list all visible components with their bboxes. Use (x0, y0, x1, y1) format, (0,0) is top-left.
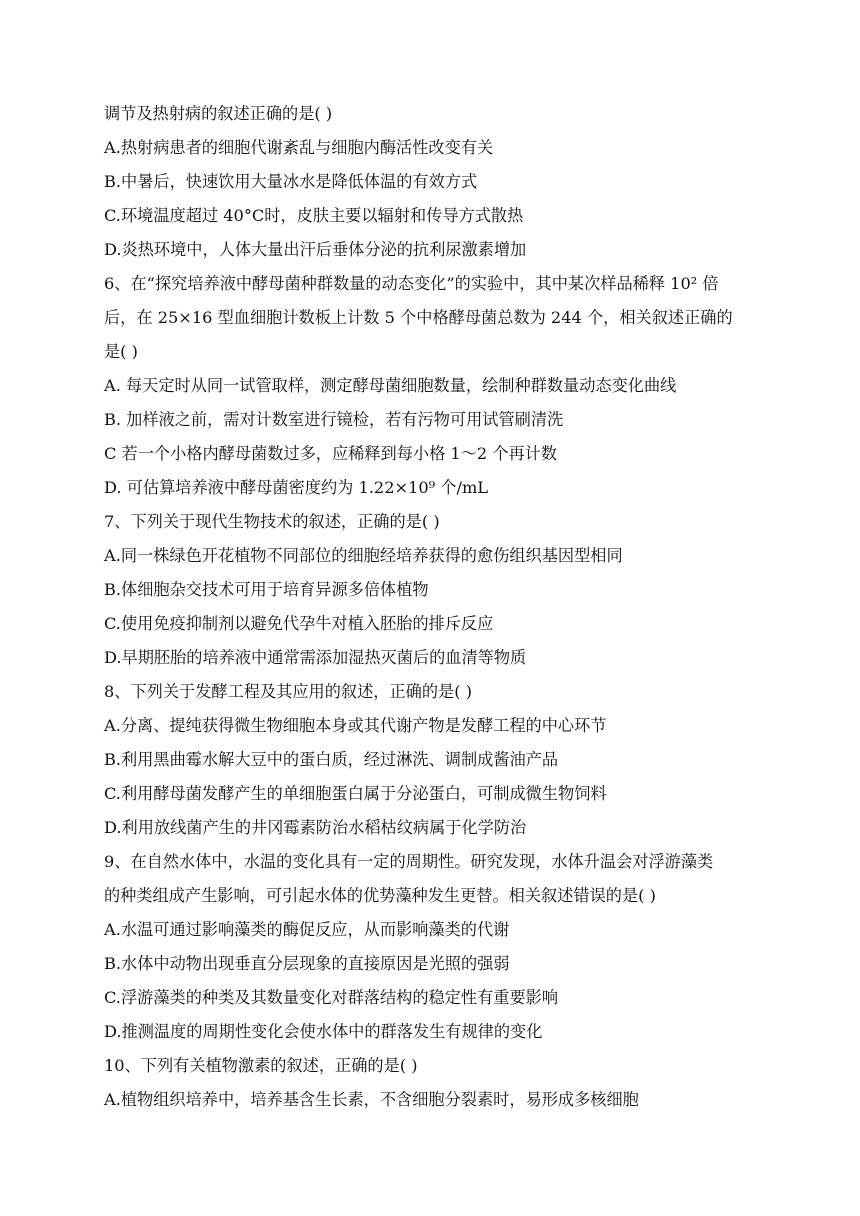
question-8-option-b: B.利用黑曲霉水解大豆中的蛋白质，经过淋洗、调制成酱油产品 (104, 750, 559, 769)
question-5-option-d: D.炎热环境中，人体大量出汗后垂体分泌的抗利尿激素增加 (104, 240, 527, 259)
question-9-option-d: D.推测温度的周期性变化会使水体中的群落发生有规律的变化 (104, 1022, 543, 1041)
question-5-option-c: C.环境温度超过 40°C时，皮肤主要以辐射和传导方式散热 (104, 206, 524, 225)
question-6-stem-line-3: 是( ) (104, 342, 138, 361)
question-6-option-c: C 若一个小格内酵母菌数过多，应稀释到每小格 1～2 个再计数 (104, 444, 558, 463)
question-9-stem-line-2: 的种类组成产生影响，可引起水体的优势藻种发生更替。相关叙述错误的是( ) (104, 886, 656, 905)
question-7-option-c: C.使用免疫抑制剂以避免代孕牛对植入胚胎的排斥反应 (104, 614, 494, 633)
question-7-option-a: A.同一株绿色开花植物不同部位的细胞经培养获得的愈伤组织基因型相同 (104, 546, 623, 565)
question-9-option-a: A.水温可通过影响藻类的酶促反应，从而影响藻类的代谢 (104, 920, 510, 939)
question-9-option-c: C.浮游藻类的种类及其数量变化对群落结构的稳定性有重要影响 (104, 988, 559, 1007)
question-6-option-b: B. 加样液之前，需对计数室进行镜检，若有污物可用试管刷清洗 (104, 410, 564, 429)
question-7-option-b: B.体细胞杂交技术可用于培育异源多倍体植物 (104, 580, 429, 599)
question-6-option-d: D. 可估算培养液中酵母菌密度约为 1.22×10⁹ 个/mL (104, 478, 489, 497)
question-9-option-b: B.水体中动物出现垂直分层现象的直接原因是光照的强弱 (104, 954, 510, 973)
question-8-option-c: C.利用酵母菌发酵产生的单细胞蛋白属于分泌蛋白，可制成微生物饲料 (104, 784, 607, 803)
question-10-stem: 10、下列有关植物激素的叙述，正确的是( ) (104, 1056, 418, 1075)
question-8-option-a: A.分离、提纯获得微生物细胞本身或其代谢产物是发酵工程的中心环节 (104, 716, 607, 735)
question-5-option-a: A.热射病患者的细胞代谢紊乱与细胞内酶活性改变有关 (104, 138, 494, 157)
question-5-option-b: B.中暑后，快速饮用大量冰水是降低体温的有效方式 (104, 172, 478, 191)
question-6-option-a: A. 每天定时从同一试管取样，测定酵母菌细胞数量，绘制种群数量动态变化曲线 (104, 376, 677, 395)
question-6-stem-line-2: 后，在 25×16 型血细胞计数板上计数 5 个中格酵母菌总数为 244 个，相关叙述正确的 (104, 308, 733, 327)
question-8-option-d: D.利用放线菌产生的井冈霉素防治水稻枯纹病属于化学防治 (104, 818, 527, 837)
question-7-option-d: D.早期胚胎的培养液中通常需添加湿热灭菌后的血清等物质 (104, 648, 527, 667)
question-8-stem: 8、下列关于发酵工程及其应用的叙述，正确的是( ) (104, 682, 473, 701)
question-10-option-a: A.植物组织培养中，培养基含生长素，不含细胞分裂素时，易形成多核细胞 (104, 1090, 639, 1109)
question-9-stem-line-1: 9、在自然水体中，水温的变化具有一定的周期性。研究发现，水体升温会对浮游藻类 (104, 852, 714, 871)
question-7-stem: 7、下列关于现代生物技术的叙述，正确的是( ) (104, 512, 440, 531)
question-5-stem-end: 调节及热射病的叙述正确的是( ) (104, 104, 333, 123)
question-6-stem-line-1: 6、在“探究培养液中酵母菌种群数量的动态变化”的实验中，其中某次样品稀释 10² 倍 (104, 274, 719, 293)
